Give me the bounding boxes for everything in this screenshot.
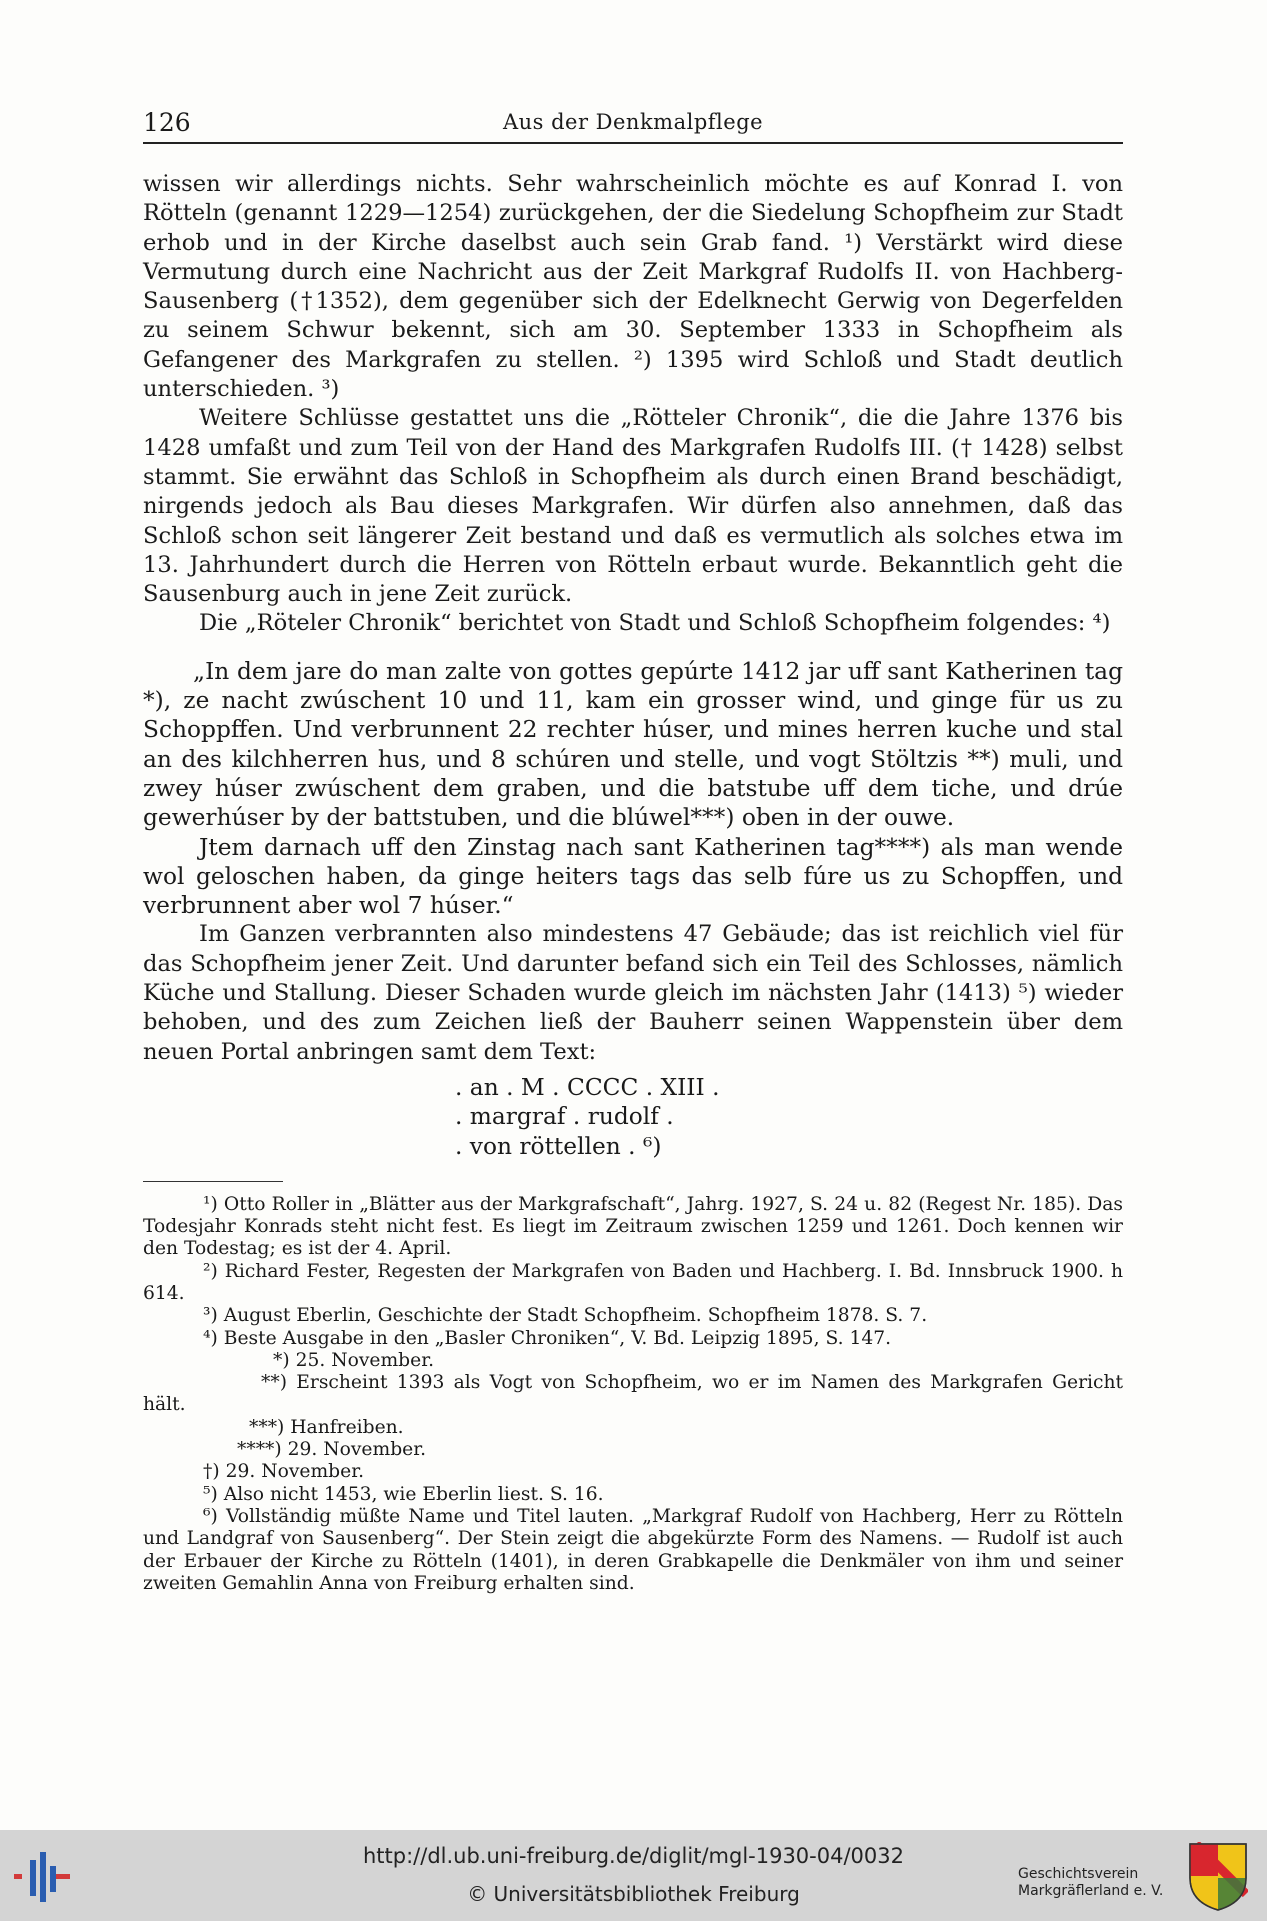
page-number: 126	[143, 108, 191, 137]
copyright-text: © Universitätsbibliothek Freiburg	[467, 1882, 800, 1906]
footnote: ¹) Otto Roller in „Blätter aus der Markgrafschaft“, Jahrg. 1927, S. 24 u. 82 (Regest Nr. 185). Das Todesjahr Konrads steht nicht fest. Es liegt im Zeitraum zwischen 1259 und 1261. Doch kennen wir den Todestag; es ist der 4. April.	[143, 1193, 1123, 1260]
quote-paragraph: Jtem darnach uff den Zinstag nach sant Katherinen tag****) als man wende wol geloschen haben, da ginge heiters tags das selb fúre us zu Schopffen, und verbrunnent aber wol 7 húser.“	[143, 833, 1123, 920]
society-name-line: Markgräflerland e. V.	[1018, 1883, 1164, 1899]
footnote: **) Erscheint 1393 als Vogt von Schopfheim, wo er im Namen des Markgrafen Gericht hält.	[143, 1372, 1123, 1416]
footnote: *) 25. November.	[273, 1349, 435, 1371]
body-paragraph: Im Ganzen verbrannten also mindestens 47 Gebäude; das ist reichlich viel für das Schopfheim jener Zeit. Und darunter befand sich ein Teil des Schlosses, nämlich Küche und Stallung. Dieser Schaden wurde gleich im nächsten Jahr (1413) ⁵) wieder behoben, und des zum Zeichen ließ der Bauherr seinen Wappenstein über dem neuen Portal anbringen samt dem Text:	[143, 921, 1123, 1065]
inscription-line: . an . M . CCCC . XIII .	[455, 1073, 720, 1101]
page-header	[143, 108, 1123, 144]
footnote: ³) August Eberlin, Geschichte der Stadt Schopfheim. Schopfheim 1878. S. 7.	[203, 1305, 928, 1327]
body-paragraph: Weitere Schlüsse gestattet uns die „Rötteler Chronik“, die die Jahre 1376 bis 1428 umfaßt und zum Teil von der Hand des Markgrafen Rudolfs III. († 1428) selbst stammt. Sie erwähnt das Schloß in Schopfheim als durch einen Brand beschädigt, nirgends jedoch als Bau dieses Markgrafen. Wir dürfen also annehmen, daß das Schloß schon seit längerer Zeit bestand und daß es vermutlich als solches etwa im 13. Jahrhundert durch die Herren von Rötteln erbaut wurde. Bekanntlich geht die Sausenburg auch in jene Zeit zurück.	[143, 405, 1123, 608]
footnote: †) 29. November.	[203, 1461, 365, 1483]
footnote: ⁵) Also nicht 1453, wie Eberlin liest. S. 16.	[203, 1483, 604, 1505]
viewer-footer	[0, 1830, 1267, 1921]
chronicle-quote	[143, 657, 1123, 921]
society-name	[1018, 1866, 1178, 1900]
footnote: ***) Hanfreiben.	[249, 1416, 404, 1438]
permalink-url[interactable]: http://dl.ub.uni-freiburg.de/diglit/mgl-1930-04/0032	[362, 1844, 904, 1868]
footnote: ⁶) Vollständig müßte Name und Titel lauten. „Markgraf Rudolf von Hachberg, Herr zu Rötteln und Landgraf von Sausenberg“. Der Stein zeigt die abgekürzte Form des Namens. — Rudolf ist auch der Erbauer der Kirche zu Rötteln (1401), in deren Grabkapelle die Denkmäler von ihm und seiner zweiten Gemahlin Anna von Freiburg erhalten sind.	[143, 1505, 1123, 1594]
inscription-line: . von röttellen . ⁶)	[455, 1132, 662, 1160]
society-name-line: Geschichtsverein	[1018, 1866, 1139, 1882]
footnote-divider	[143, 1181, 283, 1182]
inscription-line: . margraf . rudolf .	[455, 1103, 674, 1131]
page-body	[143, 170, 1123, 1595]
running-title: Aus der Denkmalpflege	[502, 110, 764, 134]
footnote: ⁴) Beste Ausgabe in den „Basler Chroniken“, V. Bd. Leipzig 1895, S. 147.	[203, 1327, 892, 1349]
body-paragraph: Die „Röteler Chronik“ berichtet von Stadt und Schloß Schopfheim folgendes: ⁴)	[199, 610, 1111, 637]
body-paragraph: wissen wir allerdings nichts. Sehr wahrscheinlich möchte es auf Konrad I. von Rötteln (genannt 1229—1254) zurückgehen, der die Siedelung Schopfheim zur Stadt erhob und in der Kirche daselbst auch sein Grab fand. ¹) Verstärkt wird diese Vermutung durch eine Nachricht aus der Zeit Markgraf Rudolfs II. von Hachberg-Sausenberg (†1352), dem gegenüber sich der Edelknecht Gerwig von Degerfelden zu seinem Schwur bekennt, sich am 30. September 1333 in Schopfheim als Gefangener des Markgrafen zu stellen. ²) 1395 wird Schloß und Stadt deutlich unterschieden. ³)	[143, 171, 1123, 403]
coat-of-arms-icon	[1188, 1842, 1248, 1912]
footnote: ****) 29. November.	[237, 1439, 427, 1461]
inscription	[455, 1073, 1123, 1161]
footnotes	[143, 1194, 1123, 1595]
footnote: ²) Richard Fester, Regesten der Markgrafen von Baden und Hachberg. I. Bd. Innsbruck 1900. h 614.	[143, 1260, 1123, 1304]
quote-paragraph: „In dem jare do man zalte von gottes gepúrte 1412 jar uff sant Katherinen tag *), ze nacht zwúschent 10 und 11, kam ein grosser wind, und ginge für us zu Schoppffen. Und verbrunnent 22 rechter húser, und mines herren kuche und stal an des kilchherren hus, und 8 schúren und stelle, und vogt Stöltzis **) muli, und zwey húser zwúschent dem graben, und die batstube uff dem tiche, und drúe gewerhúser by der battstuben, und die blúwel***) oben in der ouwe.	[143, 657, 1123, 832]
